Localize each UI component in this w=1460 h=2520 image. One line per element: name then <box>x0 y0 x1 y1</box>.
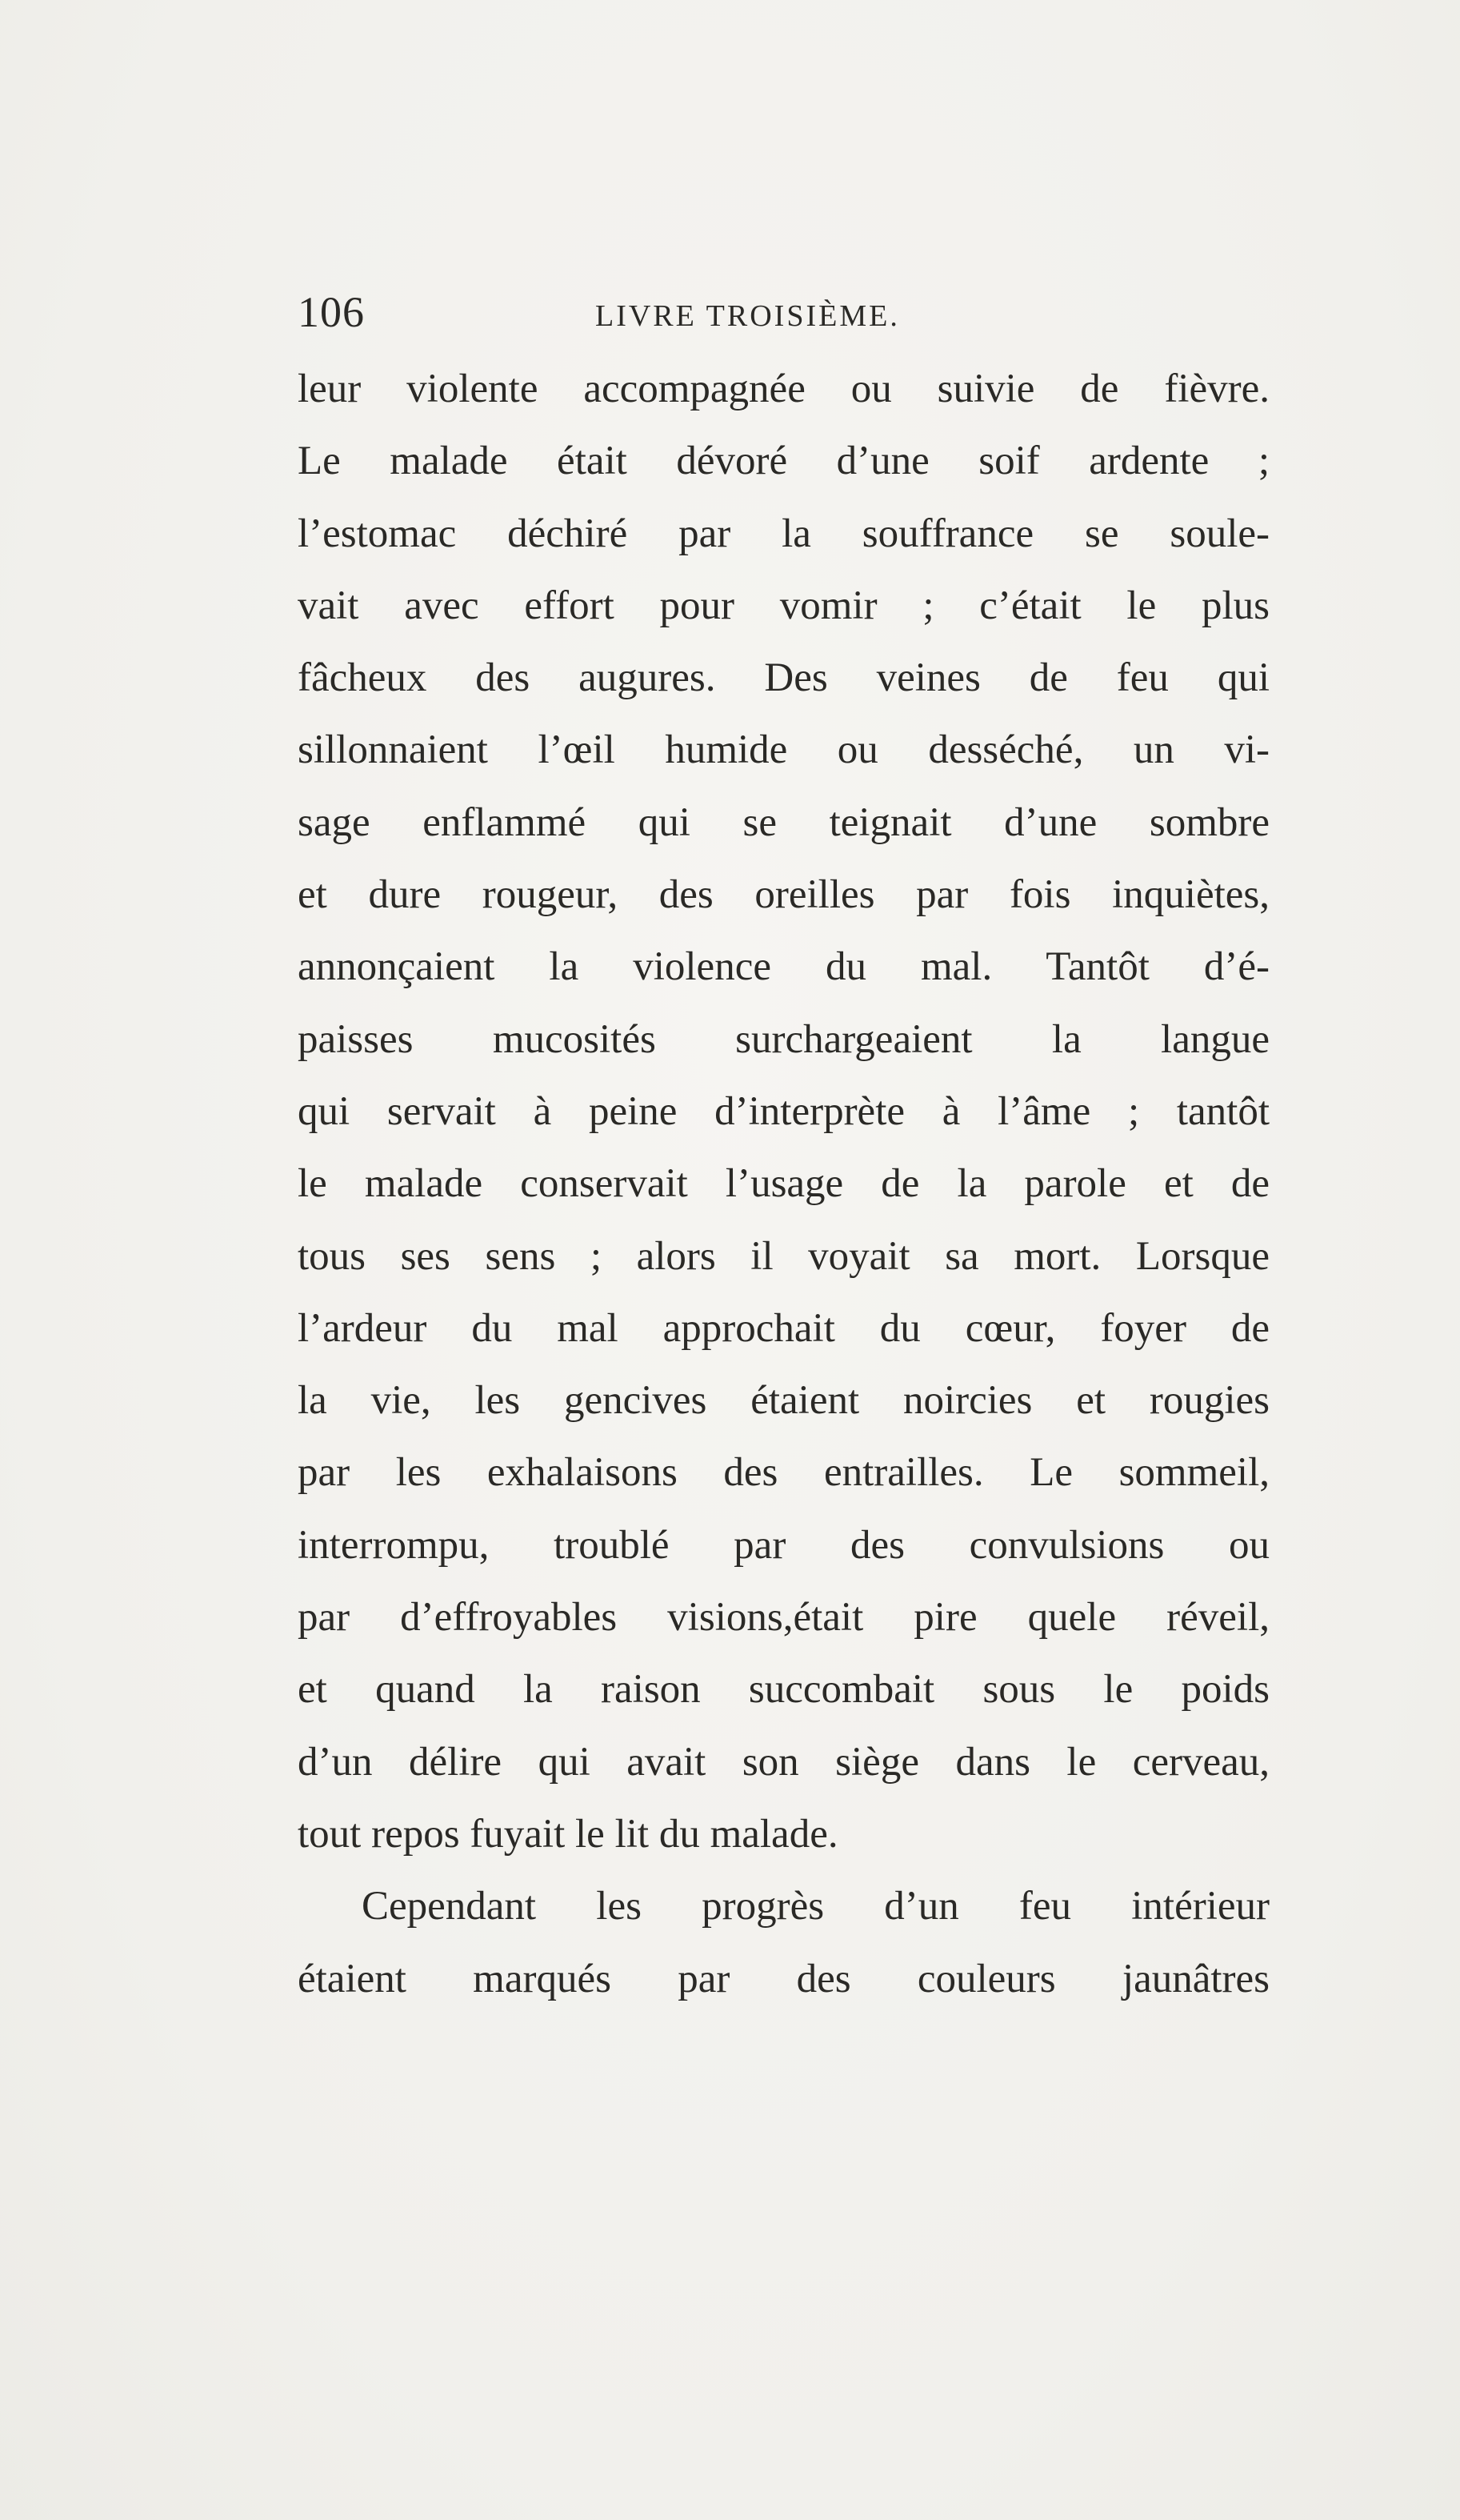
text-line: par d’effroyables visions,était pire quele réveil, <box>298 1595 1270 1641</box>
text-line: interrompu, troublé par des convulsions ou <box>298 1522 1270 1568</box>
text-line: fâcheux des augures. Des veines de feu qui <box>298 655 1270 701</box>
text-line: d’un délire qui avait son siège dans le cerveau, <box>298 1739 1270 1785</box>
text-line: tous ses sens ; alors il voyait sa mort. Lorsque <box>298 1233 1270 1279</box>
paragraph-start-line: Cependant les progrès d’un feu intérieur <box>362 1884 1270 1929</box>
text-line: la vie, les gencives étaient noircies et rougies <box>298 1378 1270 1424</box>
text-line: le malade conservait l’usage de la parole et de <box>298 1161 1270 1207</box>
body-text <box>298 363 1270 2025</box>
text-line: l’estomac déchiré par la souffrance se soule- <box>298 511 1270 556</box>
text-line: étaient marqués par des couleurs jaunâtres <box>298 1956 1270 2001</box>
text-line: paisses mucosités surchargeaient la langue <box>298 1016 1270 1062</box>
text-line: annonçaient la violence du mal. Tantôt d’é- <box>298 944 1270 990</box>
text-line: sillonnaient l’œil humide ou desséché, un vi- <box>298 727 1270 773</box>
running-head <box>298 288 962 336</box>
text-line: Le malade était dévoré d’une soif ardente ; <box>298 439 1270 484</box>
text-line: leur violente accompagnée ou suivie de fièvre. <box>298 367 1270 411</box>
text-line: et quand la raison succombait sous le poids <box>298 1667 1270 1713</box>
text-line: vait avec effort pour vomir ; c’était le plus <box>298 583 1270 628</box>
running-title: LIVRE TROISIÈME. <box>595 299 900 333</box>
paragraph-end-line: tout repos fuyait le lit du malade. <box>298 1811 838 1857</box>
text-line: qui servait à peine d’interprète à l’âme ; tantôt <box>298 1088 1270 1134</box>
text-line: par les exhalaisons des entrailles. Le sommeil, <box>298 1450 1270 1496</box>
page-number: 106 <box>298 288 365 336</box>
text-line: et dure rougeur, des oreilles par fois inquiètes, <box>298 872 1270 918</box>
text-line: sage enflammé qui se teignait d’une sombre <box>298 799 1270 845</box>
text-line: l’ardeur du mal approchait du cœur, foyer de <box>298 1305 1270 1351</box>
